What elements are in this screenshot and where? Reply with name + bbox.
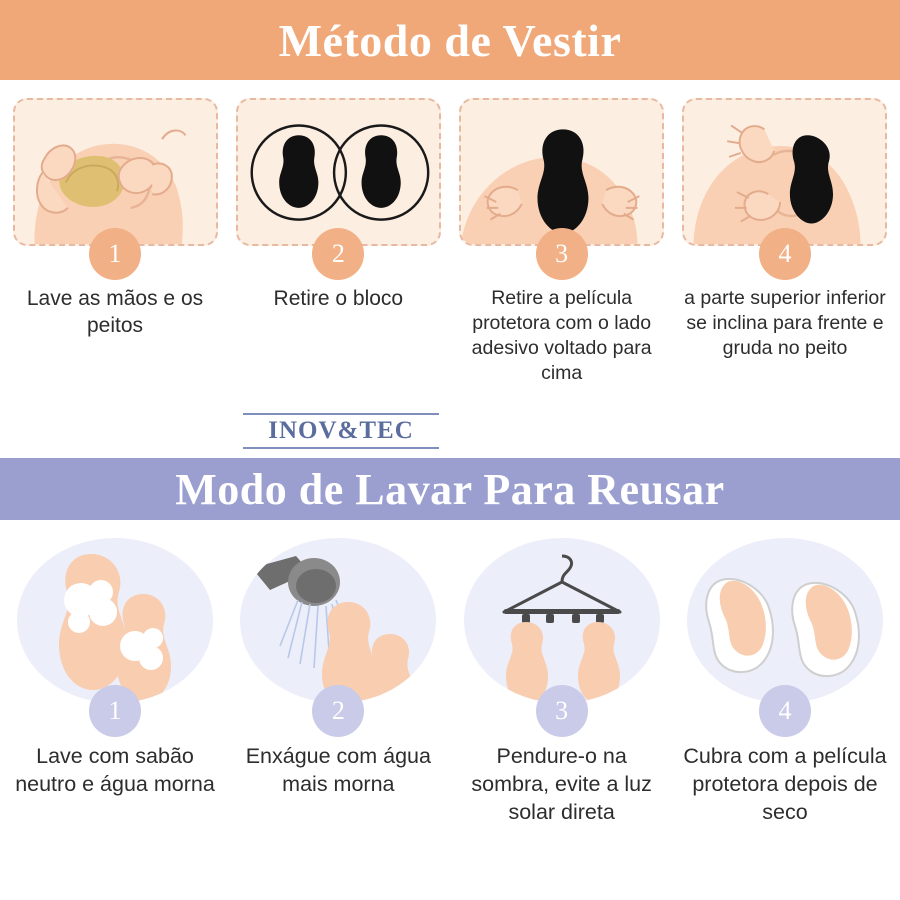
wear-step-1 [10, 98, 220, 340]
two-black-petals-icon [238, 100, 439, 245]
brand-watermark: INOV&TEC [243, 413, 439, 449]
wash-section-banner [0, 458, 900, 520]
wear-step-2-number: 2 [312, 228, 364, 280]
wash-step-2-illustration [240, 538, 436, 703]
wash-step-2 [233, 538, 443, 799]
wear-section-banner [0, 0, 900, 80]
wash-step-2-caption: Enxágue com água mais morna [245, 744, 431, 796]
wash-step-1-number: 1 [89, 685, 141, 737]
wash-step-3-illustration [464, 538, 660, 703]
wear-step-1-number: 1 [89, 228, 141, 280]
wash-step-3 [457, 538, 667, 827]
wear-step-3-caption: Retire a película protetora com o lado adesivo voltado para cima [471, 287, 652, 384]
wash-step-4 [680, 538, 890, 827]
wear-step-2 [233, 98, 443, 313]
wear-step-4-caption: a parte superior inferior se inclina para frente e gruda no peito [684, 287, 886, 359]
wear-step-4 [680, 98, 890, 361]
wash-step-1-caption: Lave com sabão neutro e água morna [15, 744, 215, 796]
wash-step-1 [10, 538, 220, 799]
wear-step-4-illustration [682, 98, 887, 246]
wear-steps-section [0, 80, 900, 386]
wear-step-2-caption: Retire o bloco [273, 287, 404, 310]
wash-steps-section [0, 524, 900, 827]
hanger-drying-icon [464, 538, 660, 703]
peel-protective-film-icon [461, 100, 662, 245]
wear-step-4-number: 4 [759, 228, 811, 280]
wash-step-4-number: 4 [759, 685, 811, 737]
wash-step-4-illustration [687, 538, 883, 703]
soap-foam-petal-icon [17, 538, 213, 703]
wear-step-3-illustration [459, 98, 664, 246]
shower-head-rinse-icon [240, 538, 436, 703]
wash-step-3-caption: Pendure-o na sombra, evite a luz solar direta [471, 744, 652, 824]
wash-step-2-number: 2 [312, 685, 364, 737]
wear-step-3 [457, 98, 667, 386]
wear-steps-row [10, 98, 890, 386]
wash-step-1-illustration [17, 538, 213, 703]
wear-step-2-illustration [236, 98, 441, 246]
wear-section-title: Método de Vestir [278, 14, 622, 66]
apply-petal-to-chest-icon [684, 100, 885, 245]
wash-steps-row [10, 538, 890, 827]
wear-step-1-caption: Lave as mãos e os peitos [26, 287, 204, 337]
cover-with-film-icon [687, 538, 883, 703]
wash-step-4-caption: Cubra com a película protetora depois de seco [683, 744, 887, 824]
wear-step-1-illustration [13, 98, 218, 246]
wash-step-3-number: 3 [536, 685, 588, 737]
wear-step-3-number: 3 [536, 228, 588, 280]
wash-section-title: Modo de Lavar Para Reusar [175, 464, 725, 514]
hands-washing-chest-icon [15, 100, 216, 245]
